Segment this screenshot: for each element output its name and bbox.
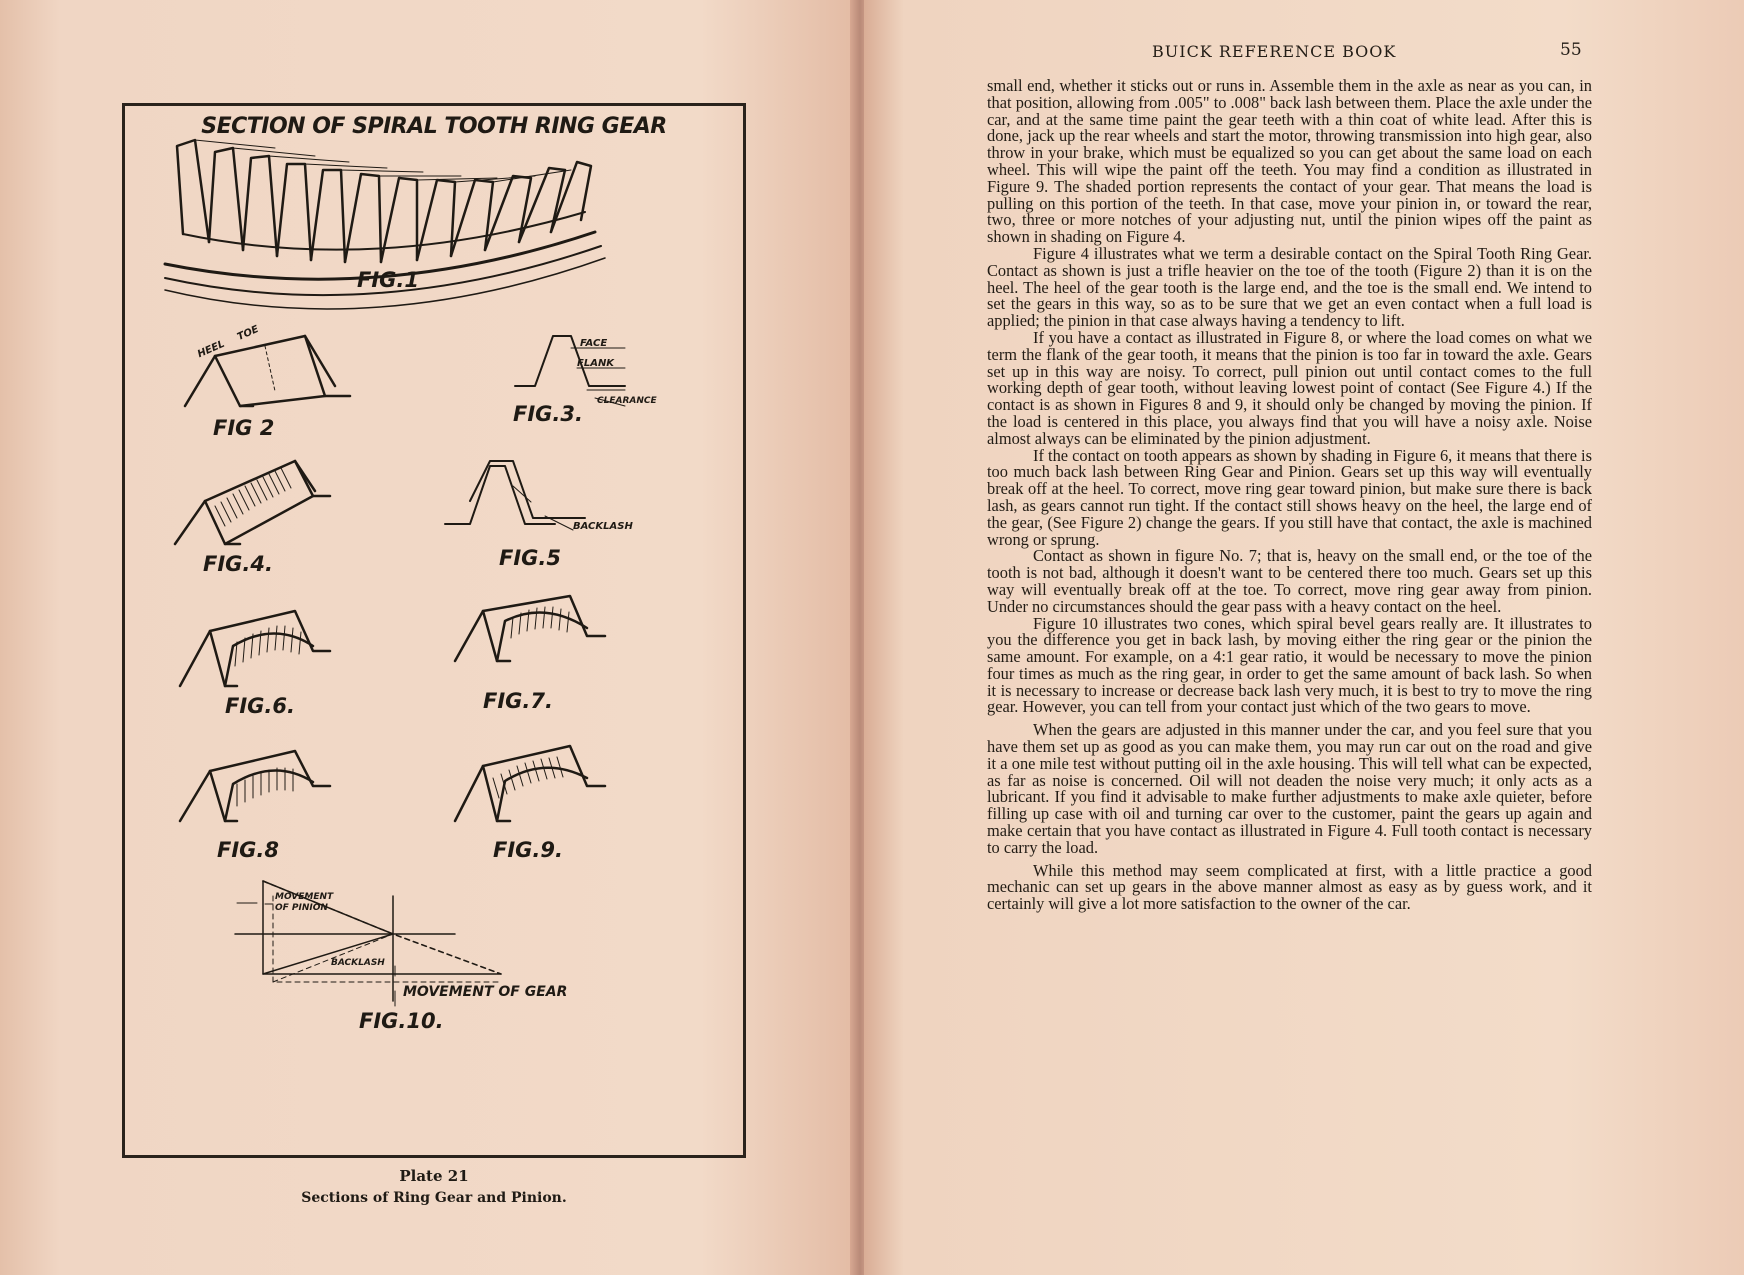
fig10-label: FIG.10.	[359, 1009, 444, 1033]
fig5-profile-drawing	[445, 461, 585, 530]
plate-frame	[122, 103, 746, 1158]
fig6-tooth-drawing	[180, 611, 330, 686]
fig3-label: FIG.3.	[513, 402, 583, 426]
plate-title: SECTION OF SPIRAL TOOTH RING GEAR	[201, 114, 667, 139]
face-label: FACE	[580, 338, 608, 349]
fig8-label: FIG.8	[217, 838, 279, 862]
paragraph: If the contact on tooth appears as shown by shading in Figure 6, it means that there is too much back lash between Ring Gear and Pinion. Gears set up this way will eventually break off at the heel. To correct, move ring gear toward pinion, but make sure there is back lash, as gears cannot run tight. If the contact still shows heavy on the heel, the large end of the gear, (See Figure 2) change the gears. If you still have that contact, the axle is machined wrong or sprung.	[987, 445, 1592, 549]
fig9-label: FIG.9.	[493, 838, 563, 862]
toe-label: TOE	[235, 323, 261, 344]
plate-caption: Sections of Ring Gear and Pinion.	[301, 1190, 567, 1206]
fig2-label: FIG 2	[213, 416, 275, 440]
paragraph: When the gears are adjusted in this manner under the car, and you feel sure that you have them set up as good as you can make them, you may run car out on the road and give it a one mile test without putting oil in the axle housing. This will tell what can be expected, as far as noise is concerned. Oil will not deaden the noise very much; it only acts as a lubricant. If you find it advisable to make further adjustments to make axle quieter, before filling up case with oil and turning car over to the customer, paint the gears up again and make certain that you have contact as illustrated in Figure 4. Full tooth contact is necessary to carry the load.	[987, 720, 1592, 857]
backlash-label-fig10: BACKLASH	[331, 958, 385, 968]
paragraph: While this method may seem complicated at first, with a little practice a good mechanic can set up gears in the above manner almost as easy as by guess work, and it certainly will give a lot more satisfaction to the owner of the car.	[987, 860, 1592, 914]
paragraph: Figure 4 illustrates what we term a desirable contact on the Spiral Tooth Ring Gear. Contact as shown is just a trifle heavier on the toe of the tooth (Figure 2) than it is on the heel. The heel of the gear tooth is the large end, and the toe is the small end. We intend to set the gears in this way, so as to be sure that we get an even contact when a full load is applied; the pinion in that case always having a tendency to lift.	[987, 243, 1592, 331]
fig4-label: FIG.4.	[203, 552, 273, 576]
left-page	[0, 0, 858, 1275]
clearance-label: CLEARANCE	[597, 396, 657, 406]
plate-number: Plate 21	[399, 1167, 469, 1185]
paragraph: Contact as shown in figure No. 7; that is, heavy on the small end, or the toe of the tooth is not bad, although it doesn't want to be centered there too much. Gears set up this way will eventually break off at the toe. To correct, move ring gear away from pinion. Under no circumstances should the gear pass with a heavy contact on the heel.	[987, 546, 1592, 616]
fig5-label: FIG.5	[499, 546, 561, 570]
paragraph: Figure 10 illustrates two cones, which spiral bevel gears really are. It illustrates to you the difference you get in back lash, by moving either the ring gear or the pinion the same amount. For example, on a 4:1 gear ratio, it would be necessary to move the pinion four times as much as the ring gear, in order to get the same amount of back lash. So when it is necessary to increase or decrease back lash very much, it is best to try to move the ring gear. However, you can tell from your contact just which of the two gears to move.	[987, 613, 1592, 717]
fig1-label: FIG.1	[357, 268, 419, 292]
body-text	[987, 78, 1592, 913]
fig7-tooth-drawing	[455, 596, 605, 661]
fig8-tooth-drawing	[180, 751, 330, 821]
movement-of-pinion-label-1: MOVEMENT	[275, 892, 334, 902]
gear-illustrations	[125, 106, 749, 1161]
paragraph: If you have a contact as illustrated in Figure 8, or where the load comes on what we term the flank of the gear tooth, it means that the pinion is too far in toward the axle. Gears set up in this way are noisy. To correct, pull pinion out until contact comes to the full working depth of gear tooth, without leaving lowest point of contact (See Figure 4.) If the contact is as shown in Figures 8 and 9, it should only be changed by moving the pinion. If the load is centered in this place, you always find that you will have a noisy axle. Noise almost always can be eliminated by the pinion adjustment.	[987, 327, 1592, 448]
backlash-label-fig5: BACKLASH	[573, 521, 633, 532]
fig9-tooth-drawing	[455, 746, 605, 821]
paragraph: small end, whether it sticks out or runs in. Assemble them in the axle as near as you can, in that position, allowing from .005" to .008" back lash between them. Place the axle under the car, and at the same time paint the gear teeth with a thin coat of white lead. After this is done, jack up the rear wheels and start the motor, throwing transmission into high gear, also throw in your brake, which must be equalized so you can get about the same load on each wheel. This will wipe the paint off the teeth. You may find a condition as illustrated in Figure 9. The shaded portion represents the contact of your gear. That means the load is pulling on this portion of the teeth. In that case, move your pinion in, or toward the rear, two, three or more notches of your adjusting nut, until the pinion wipes off the paint as shown in shading on Figure 4.	[987, 76, 1592, 247]
heel-label: HEEL	[195, 338, 227, 361]
page-number: 55	[1560, 40, 1582, 60]
movement-of-gear-label: MOVEMENT OF GEAR	[403, 984, 568, 1000]
fig6-label: FIG.6.	[225, 694, 295, 718]
fig7-label: FIG.7.	[483, 689, 553, 713]
flank-label: FLANK	[577, 358, 615, 369]
movement-of-pinion-label-2: OF PINION	[275, 903, 328, 913]
fig4-tooth-drawing	[175, 461, 330, 544]
running-head: BUICK REFERENCE BOOK	[1152, 42, 1397, 61]
